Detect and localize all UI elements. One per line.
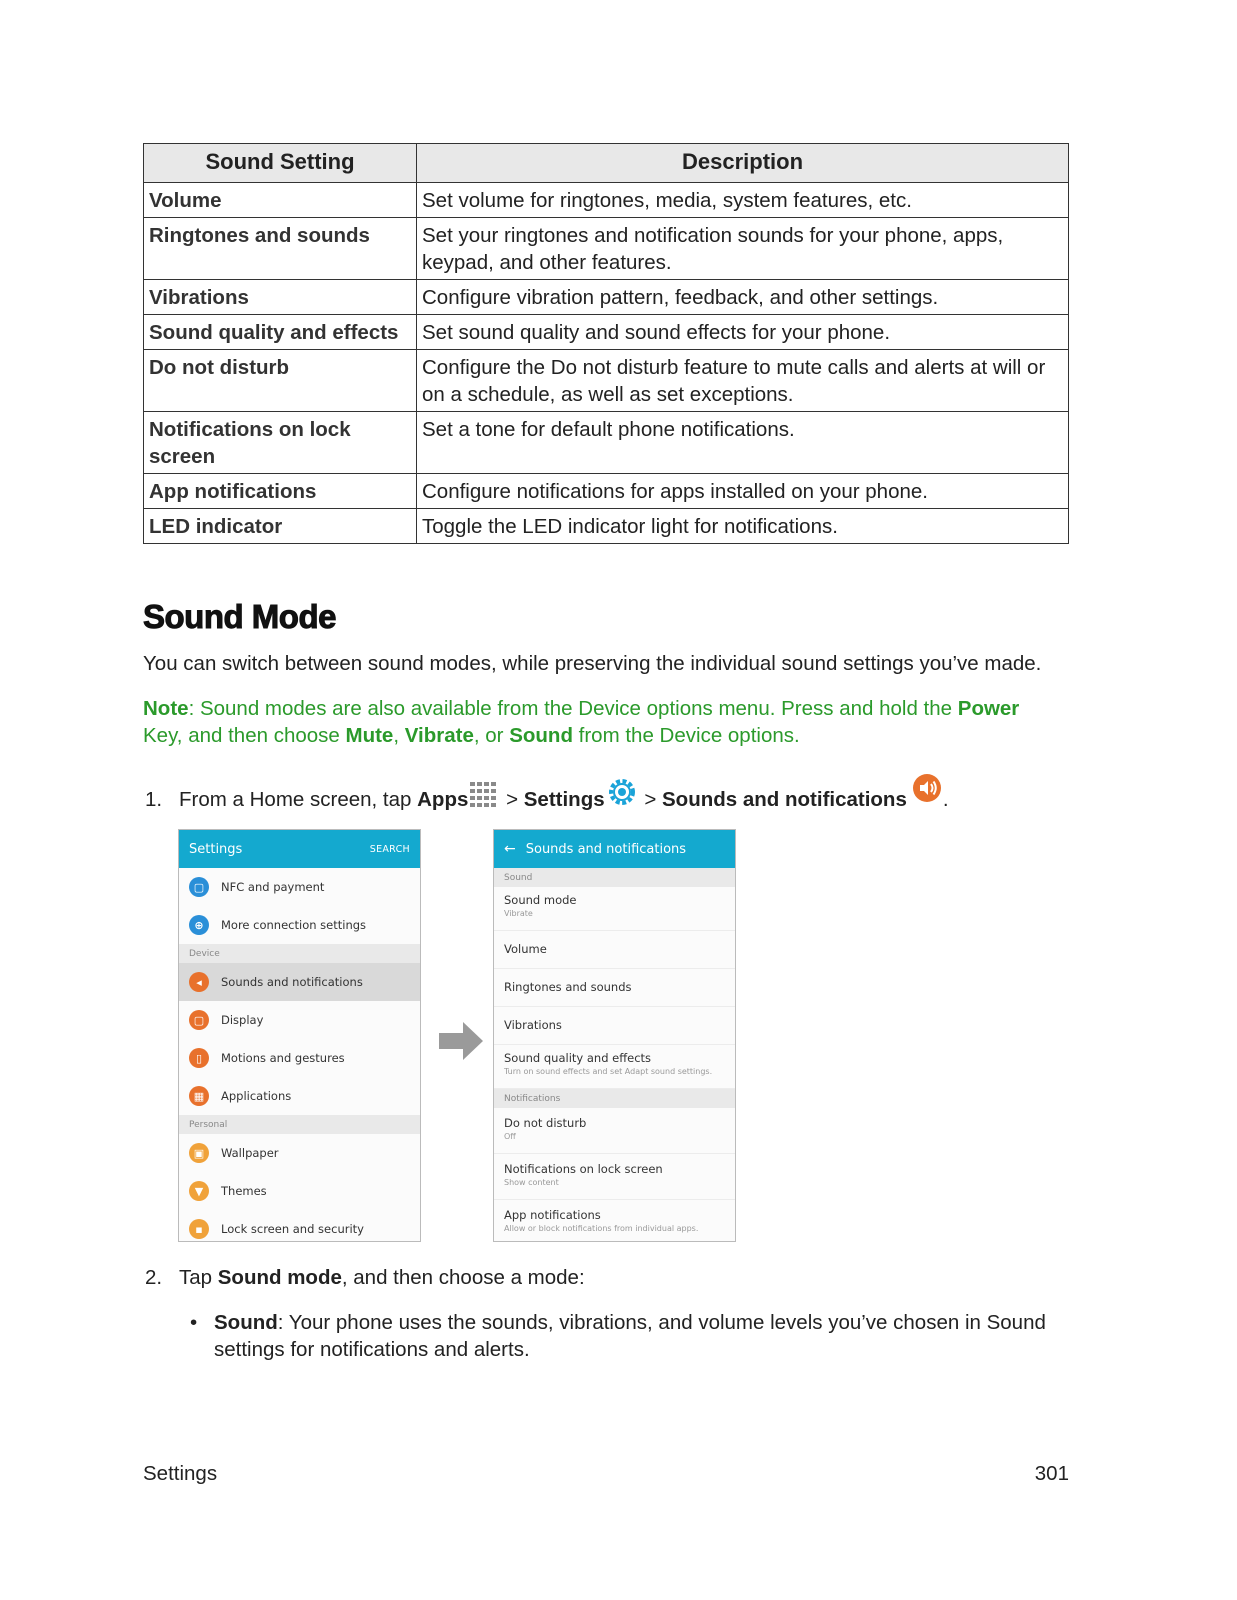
list-item[interactable] bbox=[179, 906, 420, 944]
table-row bbox=[144, 315, 1069, 350]
search-button[interactable]: SEARCH bbox=[369, 843, 410, 855]
note-vibrate: Vibrate bbox=[404, 724, 474, 747]
table-row bbox=[144, 218, 1069, 280]
list-item-title: Ringtones and sounds bbox=[504, 980, 632, 994]
list-item[interactable] bbox=[179, 1001, 420, 1039]
list-item-title: Do not disturb bbox=[504, 1116, 587, 1130]
list-item[interactable] bbox=[494, 1007, 735, 1045]
setting-name: Do not disturb bbox=[144, 350, 417, 412]
setting-name: Volume bbox=[144, 183, 417, 218]
section-label: Personal bbox=[179, 1115, 420, 1134]
bullet-text: : Your phone uses the sounds, vibrations, and volume levels you’ve chosen in Sound settings for notifications and alerts. bbox=[214, 1311, 1046, 1361]
setting-description: Set sound quality and sound effects for your phone. bbox=[417, 315, 1069, 350]
speaker-icon bbox=[911, 772, 943, 811]
list-item-label: Applications bbox=[221, 1089, 292, 1103]
gear-icon bbox=[605, 778, 639, 817]
table-row bbox=[144, 183, 1069, 218]
list-item[interactable] bbox=[179, 1077, 420, 1115]
list-item[interactable] bbox=[179, 963, 420, 1001]
list-item-label: Lock screen and security bbox=[221, 1222, 364, 1236]
setting-name: App notifications bbox=[144, 474, 417, 509]
display-icon: ▢ bbox=[189, 1010, 209, 1030]
nfc-icon: ▢ bbox=[189, 877, 209, 897]
list-item-title: Sound quality and effects bbox=[504, 1051, 652, 1065]
note-text: , bbox=[393, 724, 405, 747]
footer-section-name: Settings bbox=[143, 1462, 218, 1485]
settings-title: Settings bbox=[189, 841, 243, 857]
list-item-subtitle: Off bbox=[504, 1132, 516, 1141]
setting-name: Notifications on lock screen bbox=[144, 412, 417, 474]
note-label: Note bbox=[143, 697, 189, 720]
list-item[interactable] bbox=[179, 868, 420, 906]
list-item-subtitle: Show content bbox=[504, 1178, 559, 1187]
step-number: 1. bbox=[145, 788, 163, 811]
lock-icon: ▪ bbox=[189, 1219, 209, 1239]
section-label: Sound bbox=[494, 868, 735, 887]
table-row bbox=[144, 280, 1069, 315]
list-item-title: Vibrations bbox=[504, 1018, 562, 1032]
bullet-dot: • bbox=[190, 1311, 198, 1334]
setting-name: LED indicator bbox=[144, 509, 417, 544]
list-item-title: Sound mode bbox=[504, 893, 577, 907]
step-number: 2. bbox=[145, 1266, 163, 1289]
list-item[interactable] bbox=[179, 1134, 420, 1172]
page-number: 301 bbox=[1034, 1462, 1069, 1485]
apps-grid-icon bbox=[468, 780, 500, 817]
settings-screenshot bbox=[178, 829, 421, 1242]
step-settings: Settings bbox=[523, 788, 605, 811]
list-item-label: Wallpaper bbox=[221, 1146, 279, 1160]
list-item-title: Notifications on lock screen bbox=[504, 1162, 663, 1176]
sounds-app-bar bbox=[494, 830, 735, 868]
table-row bbox=[144, 474, 1069, 509]
setting-description: Configure vibration pattern, feedback, and other settings. bbox=[417, 280, 1069, 315]
setting-name: Vibrations bbox=[144, 280, 417, 315]
note-paragraph bbox=[143, 695, 1063, 749]
list-item-title: Volume bbox=[504, 942, 547, 956]
applications-icon: ▦ bbox=[189, 1086, 209, 1106]
list-item[interactable] bbox=[179, 1210, 420, 1242]
sound-settings-table bbox=[143, 143, 1069, 544]
list-item-label: More connection settings bbox=[221, 918, 367, 932]
list-item[interactable] bbox=[494, 1154, 735, 1200]
bullet-item bbox=[190, 1309, 1070, 1363]
setting-description: Toggle the LED indicator light for notifications. bbox=[417, 509, 1069, 544]
step-text: > bbox=[500, 788, 524, 811]
list-item[interactable] bbox=[494, 1108, 735, 1154]
step-2 bbox=[145, 1264, 585, 1291]
list-item-subtitle: Allow or block notifications from individual apps. bbox=[504, 1224, 699, 1233]
right-arrow-icon bbox=[437, 1020, 485, 1067]
list-item[interactable] bbox=[494, 931, 735, 969]
table-row bbox=[144, 412, 1069, 474]
step-sounds-notifications: Sounds and notifications bbox=[662, 788, 907, 811]
step-1 bbox=[145, 772, 949, 817]
section-heading: Sound Mode bbox=[143, 598, 336, 635]
section-label: Notifications bbox=[494, 1089, 735, 1108]
speaker-icon: ◂ bbox=[189, 972, 209, 992]
bullet-label: Sound bbox=[214, 1311, 278, 1334]
list-item-label: Display bbox=[221, 1013, 264, 1027]
table-row bbox=[144, 350, 1069, 412]
themes-icon: ▼ bbox=[189, 1181, 209, 1201]
step-sound-mode: Sound mode bbox=[217, 1266, 342, 1289]
list-item[interactable] bbox=[494, 887, 735, 931]
list-item-label: Sounds and notifications bbox=[221, 975, 363, 989]
list-item[interactable] bbox=[179, 1172, 420, 1210]
sounds-title: Sounds and notifications bbox=[525, 841, 687, 857]
setting-description: Set a tone for default phone notifications. bbox=[417, 412, 1069, 474]
list-item[interactable] bbox=[494, 1200, 735, 1242]
setting-name: Sound quality and effects bbox=[144, 315, 417, 350]
table-header-row bbox=[144, 144, 1069, 183]
note-mute: Mute bbox=[345, 724, 394, 747]
back-arrow-icon[interactable]: ← bbox=[504, 841, 516, 857]
settings-app-bar bbox=[179, 830, 420, 868]
intro-paragraph: You can switch between sound modes, while preserving the individual sound settings you’ve made. bbox=[143, 652, 1042, 675]
list-item-subtitle: Vibrate bbox=[504, 909, 533, 918]
note-text: : Sound modes are also available from the Device options menu. Press and hold the bbox=[188, 697, 958, 720]
step-text: . bbox=[942, 788, 949, 811]
note-text: , or bbox=[473, 724, 510, 747]
list-item-subtitle: Turn on sound effects and set Adapt sound settings. bbox=[504, 1067, 713, 1076]
step-text: From a Home screen, tap bbox=[179, 788, 418, 811]
connection-icon: ⊕ bbox=[189, 915, 209, 935]
wallpaper-icon: ▣ bbox=[189, 1143, 209, 1163]
list-item[interactable] bbox=[494, 1045, 735, 1089]
sounds-notifications-screenshot bbox=[493, 829, 736, 1242]
note-sound: Sound bbox=[509, 724, 573, 747]
list-item[interactable] bbox=[179, 1039, 420, 1077]
table-row bbox=[144, 509, 1069, 544]
step-text: , and then choose a mode: bbox=[341, 1266, 585, 1289]
list-item-label: Themes bbox=[221, 1184, 267, 1198]
setting-description: Set volume for ringtones, media, system features, etc. bbox=[417, 183, 1069, 218]
column-header-description: Description bbox=[417, 144, 1069, 183]
list-item[interactable] bbox=[494, 969, 735, 1007]
note-power: Power bbox=[957, 697, 1020, 720]
setting-description: Configure the Do not disturb feature to mute calls and alerts at will or on a schedule, as well as set exceptions. bbox=[417, 350, 1069, 412]
list-item-title: App notifications bbox=[504, 1208, 601, 1222]
list-item-label: NFC and payment bbox=[221, 880, 325, 894]
note-text: from the Device options. bbox=[572, 724, 800, 747]
setting-description: Configure notifications for apps installed on your phone. bbox=[417, 474, 1069, 509]
list-item-label: Motions and gestures bbox=[221, 1051, 345, 1065]
section-label: Device bbox=[179, 944, 420, 963]
step-apps: Apps bbox=[417, 788, 469, 811]
note-text: Key, and then choose bbox=[143, 724, 346, 747]
step-text: Tap bbox=[179, 1266, 218, 1289]
column-header-setting: Sound Setting bbox=[144, 144, 417, 183]
step-text: > bbox=[638, 788, 662, 811]
setting-name: Ringtones and sounds bbox=[144, 218, 417, 280]
motion-icon: ▯ bbox=[189, 1048, 209, 1068]
setting-description: Set your ringtones and notification sounds for your phone, apps, keypad, and other features. bbox=[417, 218, 1069, 280]
